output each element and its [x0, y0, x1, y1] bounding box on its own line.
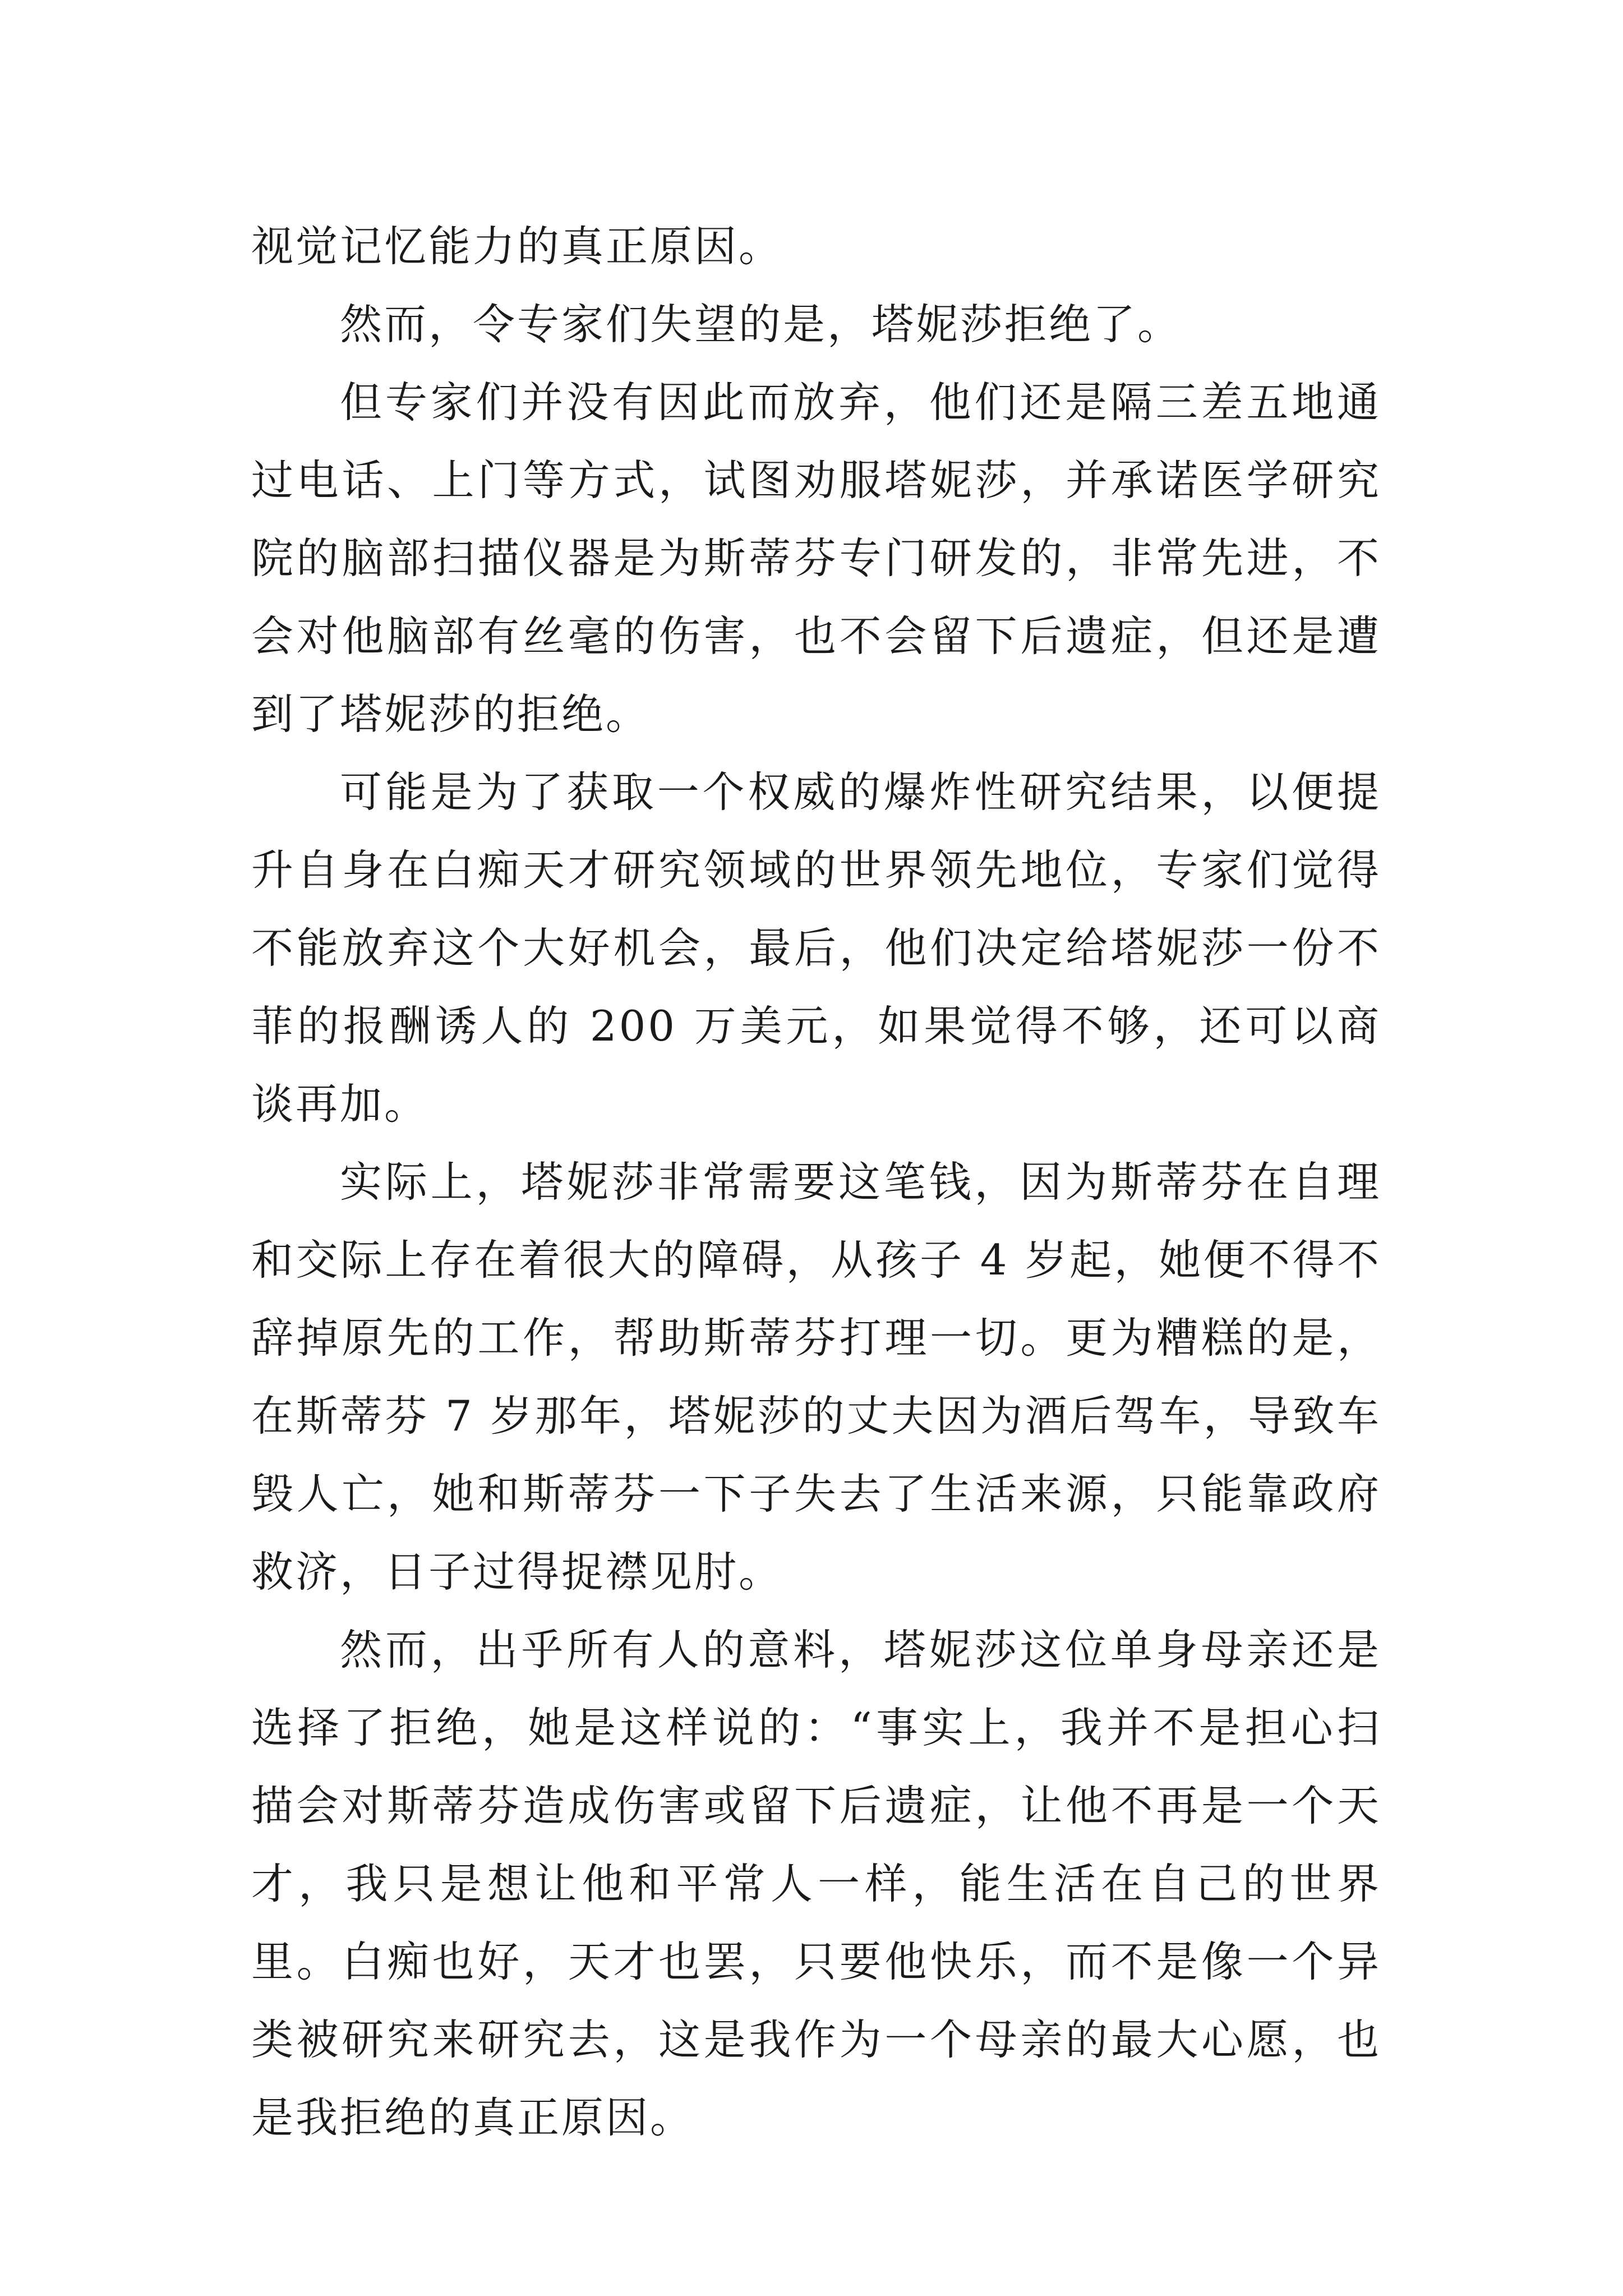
paragraph-2: 然而，令专家们失望的是，塔妮莎拒绝了。: [340, 300, 1182, 349]
body-text: [251, 208, 1381, 2157]
paragraph-5: 实际上，塔妮莎非常需要这笔钱，因为斯蒂芬在自理和交际上存在着很大的障碍，从孩子 4 岁起，她便不得不辞掉原先的工作，帮助斯蒂芬打理一切。更为糟糕的是，在斯蒂芬 7 岁那年，塔妮莎的丈夫因为酒后驾车，导致车毁人亡，她和斯蒂芬一下子失去了生活来源，只能靠政府救济，日子过得捉襟见肘。: [251, 1157, 1381, 1596]
paragraph-3: 但专家们并没有因此而放弃，他们还是隔三差五地通过电话、上门等方式，试图劝服塔妮莎，并承诺医学研究院的脑部扫描仪器是为斯蒂芬专门研发的，非常先进，不会对他脑部有丝毫的伤害，也不会留下后遗症，但还是遭到了塔妮莎的拒绝。: [251, 378, 1381, 739]
paragraph-4: 可能是为了获取一个权威的爆炸性研究结果，以便提升自身在白痴天才研究领域的世界领先地位，专家们觉得不能放弃这个大好机会，最后，他们决定给塔妮莎一份不菲的报酬诱人的 200 万美元，如果觉得不够，还可以商谈再加。: [251, 767, 1381, 1129]
paragraph-1: 视觉记忆能力的真正原因。: [251, 222, 783, 271]
paragraph-6: 然而，出乎所有人的意料，塔妮莎这位单身母亲还是选择了拒绝，她是这样说的：“事实上，我并不是担心扫描会对斯蒂芬造成伤害或留下后遗症，让他不再是一个天才，我只是想让他和平常人一样，能生活在自己的世界里。白痴也好，天才也罢，只要他快乐，而不是像一个异类被研究来研究去，这是我作为一个母亲的最大心愿，也是我拒绝的真正原因。: [251, 1625, 1381, 2142]
